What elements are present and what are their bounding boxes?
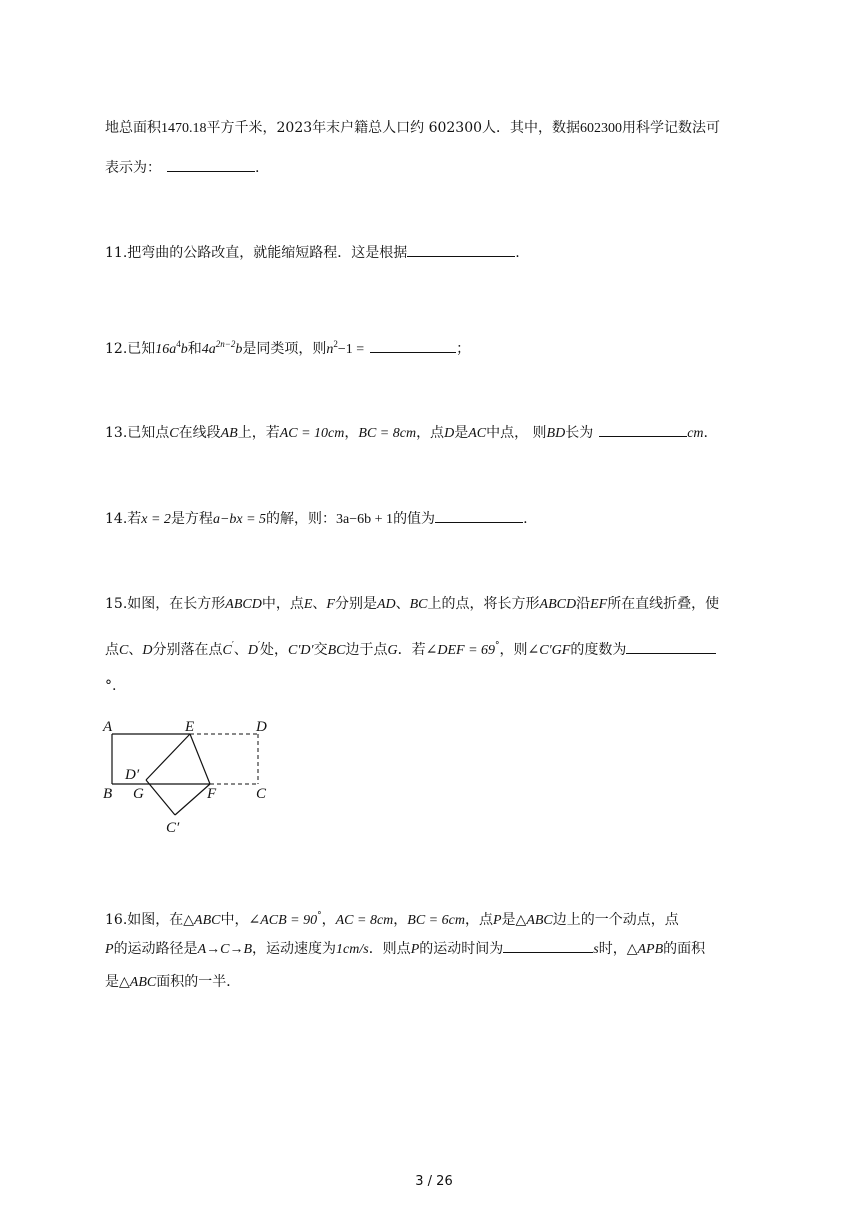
question-13: 13.已知点C在线段AB上，若AC = 10cm，BC = 8cm，点D是AC中点， 则BD长为 cm. bbox=[105, 422, 708, 444]
label-E: E bbox=[185, 719, 195, 735]
answer-blank-q11[interactable] bbox=[407, 242, 515, 257]
question-15-line3: °. bbox=[105, 678, 117, 694]
answer-blank-q15[interactable] bbox=[626, 639, 716, 654]
answer-blank-q13[interactable] bbox=[599, 422, 687, 437]
label-F: F bbox=[207, 786, 217, 802]
question-15-line1: 15.如图，在长方形ABCD中，点E、F分别是AD、BC上的点，将长方形ABCD沿EF所在直线折叠，使 bbox=[105, 596, 720, 612]
label-G: G bbox=[133, 786, 144, 802]
page-number: 3 / 26 bbox=[415, 1174, 453, 1189]
q10-line1: 地总面积1470.18平方千米，2023年末户籍总人口约 602300人．其中，数据602300用科学记数法可 bbox=[105, 120, 721, 136]
answer-blank-q14[interactable] bbox=[435, 508, 523, 523]
label-A: A bbox=[103, 719, 113, 735]
label-B: B bbox=[103, 786, 113, 802]
question-12: 12.已知$16a^4b$和$4a^{2n-2}b$是同类项，则$n^2-1$ = ； bbox=[105, 339, 471, 357]
question-15-line2: 点C、D分别落在点C′、D′处，C′D′交BC边于点G．若∠DEF = 69°，则∠C′GF的度数为 bbox=[105, 636, 716, 661]
q10-line2: 表示为： . bbox=[105, 157, 259, 178]
answer-blank-q16[interactable] bbox=[503, 938, 593, 953]
question-16-line3: 是△ABC面积的一半． bbox=[105, 974, 241, 990]
question-16-line2: P的运动路径是A→C→B，运动速度为1cm/s．则点P的运动时间为 s时，△APB的面积 bbox=[105, 938, 705, 960]
fold-rectangle-figure bbox=[100, 712, 280, 842]
question-14: 14.若x = 2是方程a−bx = 5的解，则：3a−6b + 1的值为 . bbox=[105, 508, 528, 530]
label-D-prime: D′ bbox=[125, 767, 140, 783]
answer-blank-q12[interactable] bbox=[370, 338, 456, 353]
label-C: C bbox=[256, 786, 267, 802]
label-D: D bbox=[256, 719, 267, 735]
answer-blank-q10[interactable] bbox=[167, 157, 255, 172]
question-11: 11.把弯曲的公路改直，就能缩短路程．这是根据 . bbox=[105, 242, 520, 263]
question-16-line1: 16.如图，在△ABC中，∠ACB = 90°，AC = 8cm，BC = 6cm，点P是△ABC边上的一个动点，点 bbox=[105, 911, 679, 928]
label-C-prime: C′ bbox=[166, 820, 180, 836]
